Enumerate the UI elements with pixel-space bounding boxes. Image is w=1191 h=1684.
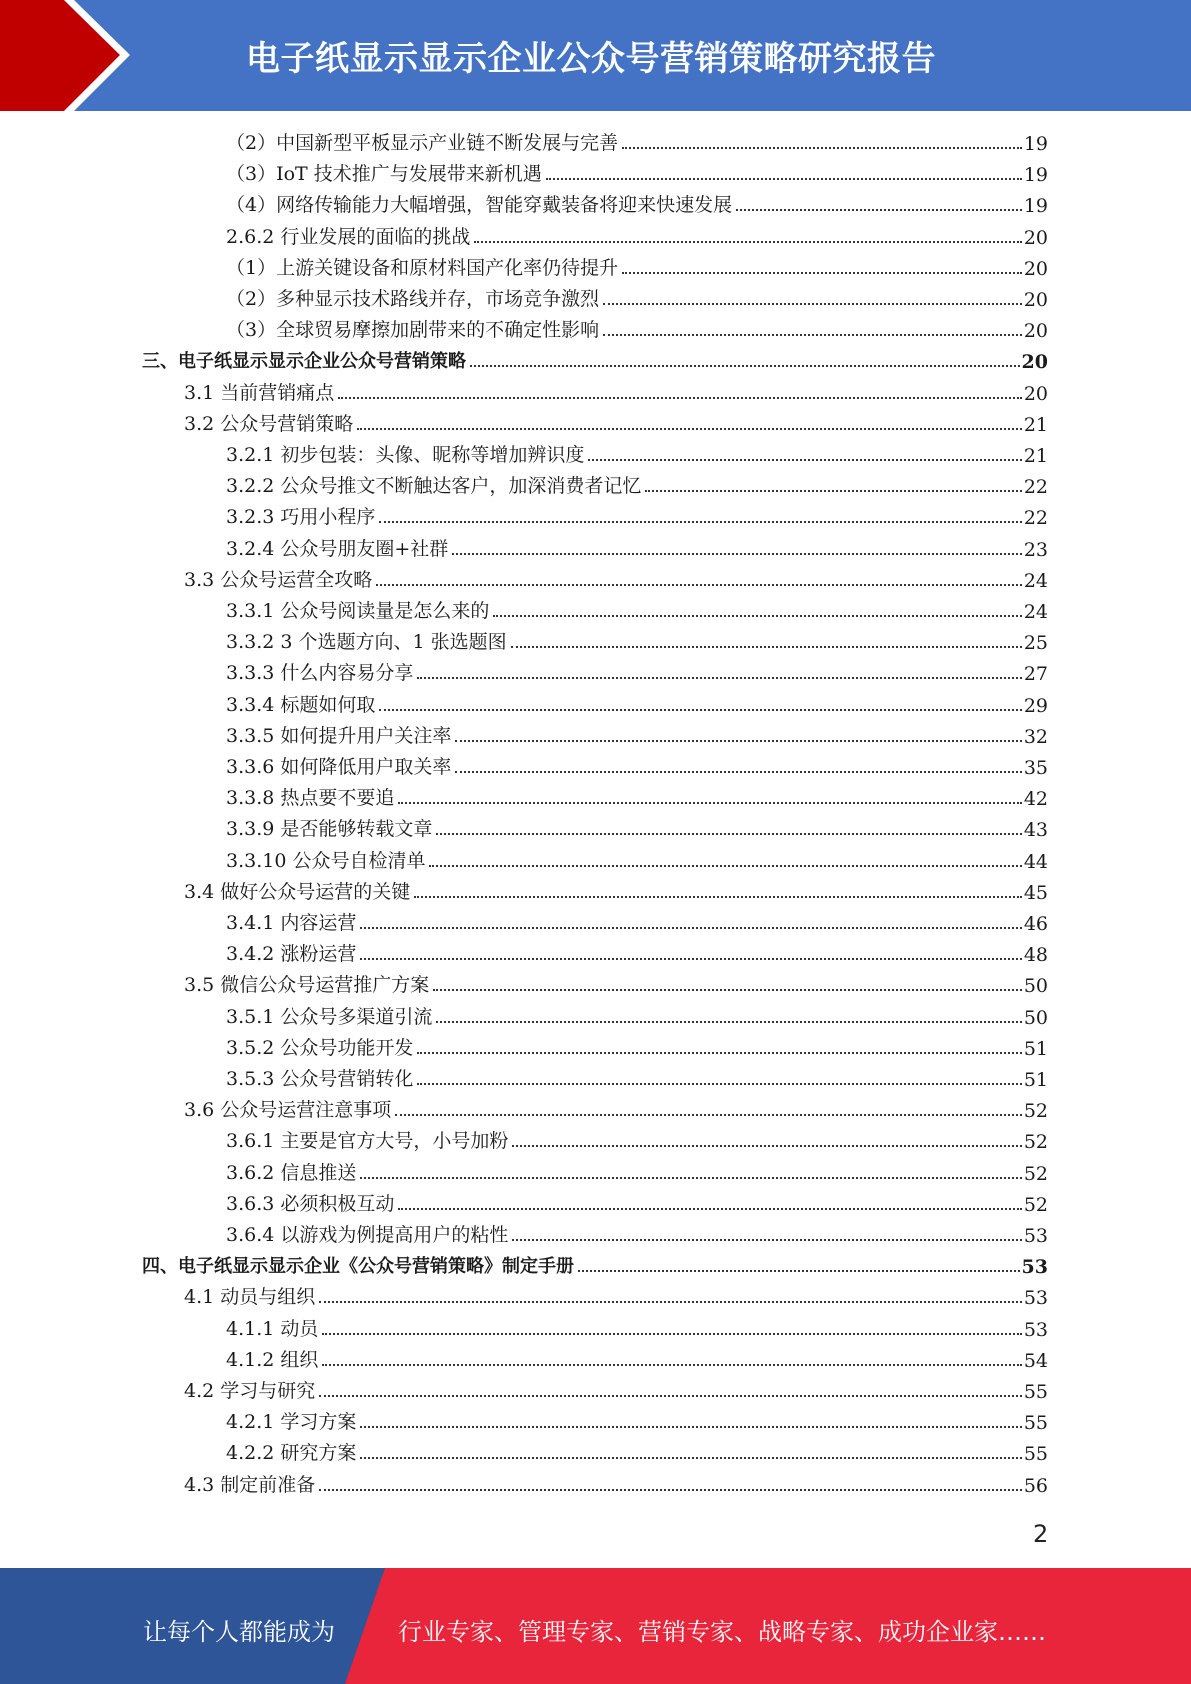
toc-entry-title: 3.6.3 必须积极互动 [226,1192,395,1215]
toc-entry-page: 44 [1023,850,1048,873]
toc-entry-title: 3.3.5 如何提升用户关注率 [226,724,452,747]
page-number: 2 [1033,1520,1049,1548]
toc-entry-title: 3.5 微信公众号运营推广方案 [184,974,430,997]
toc-entry-title: 4.3 制定前准备 [184,1473,316,1496]
toc-entry-title: （4）网络传输能力大幅增强，智能穿戴装备将迎来快速发展 [226,194,733,217]
toc-entry[interactable] [226,907,1048,935]
toc-entry-title: 3.3 公众号运营全攻略 [184,568,373,591]
toc-entry-page: 53 [1021,1256,1048,1279]
toc-entry[interactable] [226,189,1048,217]
toc-entry-page: 53 [1023,1287,1048,1310]
toc-entry-page: 19 [1023,195,1048,218]
toc-entry-title: 3.6.1 主要是官方大号，小号加粉 [226,1130,509,1153]
toc-dot-leader [433,989,1022,991]
toc-entry-title: 3.2.3 巧用小程序 [226,506,376,529]
toc-entry-title: 3.6.2 信息推送 [226,1161,357,1184]
toc-entry-title: 3.3.2 3 个选题方向、1 张选题图 [226,631,507,654]
toc-entry-page: 21 [1023,445,1048,467]
toc-entry[interactable] [226,813,1048,841]
toc-dot-leader [319,1395,1022,1397]
toc-entry[interactable] [184,1281,1048,1309]
toc-dot-leader [429,865,1021,867]
toc-entry-page: 52 [1023,1193,1048,1216]
toc-entry[interactable] [184,564,1048,592]
toc-entry[interactable] [184,1375,1048,1403]
toc-entry-title: 3.3.10 公众号自检清单 [226,849,426,872]
toc-entry-page: 20 [1023,289,1048,311]
toc-entry-title: 4.1 动员与组织 [184,1286,316,1309]
toc-entry-title: 3.2.2 公众号推文不断触达客户，加深消费者记忆 [226,475,642,498]
toc-entry-title: 4.1.2 组织 [226,1348,319,1371]
toc-entry-page: 42 [1023,788,1048,811]
toc-dot-leader [493,615,1021,617]
toc-dot-leader [603,303,1022,305]
toc-dot-leader [470,365,1020,367]
toc-entry-page: 50 [1023,975,1048,998]
toc-dot-leader [395,1114,1022,1116]
toc-entry[interactable] [226,127,1048,155]
toc-entry[interactable] [226,595,1048,623]
toc-entry-page: 53 [1023,1225,1048,1247]
toc-dot-leader [398,1208,1021,1210]
toc-dot-leader [645,490,1021,492]
toc-entry-title: 3.3.3 什么内容易分享 [226,662,414,685]
toc-entry-title: 3.5.1 公众号多渠道引流 [226,1005,433,1028]
toc-entry[interactable] [226,1406,1048,1434]
toc-entry-page: 19 [1023,164,1048,187]
toc-dot-leader [357,428,1022,430]
toc-dot-leader [379,709,1021,711]
toc-entry-title: 4.2.2 研究方案 [226,1442,357,1465]
footer-banner [0,1568,1191,1684]
toc-entry[interactable] [226,221,1048,249]
toc-dot-leader [417,1083,1021,1085]
toc-dot-leader [376,584,1022,586]
toc-entry[interactable] [184,408,1048,436]
toc-entry-title: 3.4.2 涨粉运营 [226,943,357,966]
toc-entry-page: 20 [1023,257,1048,280]
toc-entry-page: 50 [1023,1006,1048,1029]
toc-dot-leader [474,241,1021,243]
toc-entry-title: 3.2 公众号营销策略 [184,412,354,435]
toc-entry-title: 3.3.1 公众号阅读量是怎么来的 [226,600,490,622]
toc-dot-leader [360,958,1021,960]
toc-dot-leader [414,896,1022,898]
toc-entry-page: 24 [1023,601,1048,623]
toc-dot-leader [546,178,1022,180]
toc-entry-title: 3.2.4 公众号朋友圈+社群 [226,537,449,560]
toc-entry[interactable] [226,689,1048,717]
toc-entry-page: 52 [1023,1162,1048,1185]
toc-dot-leader [417,677,1021,679]
toc-entry[interactable] [226,283,1048,311]
toc-entry[interactable] [226,470,1048,498]
toc-dot-leader [588,459,1021,461]
toc-entry[interactable] [226,1188,1048,1216]
toc-entry[interactable] [226,533,1048,561]
toc-entry[interactable] [184,969,1048,997]
toc-entry-title: 3.3.8 热点要不要追 [226,787,395,810]
toc-entry[interactable] [226,845,1048,873]
header-banner [0,0,1191,111]
toc-entry[interactable] [226,657,1048,685]
toc-entry[interactable] [226,158,1048,186]
footer-slogan-left: 让每个人都能成为 [143,1618,335,1646]
toc-entry[interactable] [184,1469,1048,1497]
toc-entry-page: 45 [1023,881,1048,904]
toc-entry-title: （3）全球贸易摩擦加剧带来的不确定性影响 [226,319,600,342]
toc-entry-title: 3.4.1 内容运营 [226,912,357,934]
toc-dot-leader [379,521,1021,523]
toc-entry-title: （3）IoT 技术推广与发展带来新机遇 [226,163,542,186]
toc-entry[interactable] [184,876,1048,904]
toc-entry-page: 55 [1023,1412,1048,1435]
toc-entry-page: 27 [1023,663,1048,686]
toc-entry[interactable] [226,501,1048,529]
toc-entry-title: 3.4 做好公众号运营的关键 [184,880,411,903]
toc-entry-page: 20 [1023,226,1048,249]
toc-dot-leader [436,833,1021,835]
toc-entry-page: 48 [1023,944,1048,967]
document-title: 电子纸显示显示企业公众号营销策略研究报告 [246,39,936,79]
toc-entry-title: 三、电子纸显示显示企业公众号营销策略 [142,351,466,373]
toc-entry-page: 25 [1023,632,1048,655]
footer-slogan-right: 行业专家、管理专家、营销专家、战略专家、成功企业家…… [398,1618,1046,1646]
toc-entry[interactable] [142,345,1048,373]
toc-entry-title: （2）中国新型平板显示产业链不断发展与完善 [226,132,619,154]
toc-entry-page: 55 [1023,1381,1048,1403]
toc-entry-title: 4.2 学习与研究 [184,1380,316,1402]
toc-entry[interactable] [226,782,1048,810]
toc-entry-page: 54 [1023,1349,1048,1372]
toc-entry[interactable] [142,1250,1048,1278]
toc-entry[interactable] [226,1344,1048,1372]
toc-entry-page: 29 [1023,694,1048,717]
toc-entry[interactable] [226,439,1048,467]
toc-dot-leader [360,1177,1021,1179]
toc-entry-page: 23 [1023,538,1048,561]
toc-entry-page: 46 [1023,913,1048,935]
toc-entry-title: 3.3.9 是否能够转载文章 [226,818,433,841]
toc-entry-title: 3.5.2 公众号功能开发 [226,1036,414,1059]
toc-dot-leader [319,1301,1022,1303]
toc-dot-leader [452,553,1022,555]
toc-entry-page: 20 [1023,320,1048,343]
toc-entry-title: 3.3.6 如何降低用户取关率 [226,756,452,778]
toc-entry[interactable] [226,938,1048,966]
toc-dot-leader [622,147,1022,149]
toc-entry-page: 53 [1023,1318,1048,1341]
toc-entry-title: 4.2.1 学习方案 [226,1411,357,1434]
toc-entry-title: 3.1 当前营销痛点 [184,381,335,404]
toc-dot-leader [736,209,1022,211]
toc-dot-leader [322,1333,1021,1335]
toc-dot-leader [436,1021,1021,1023]
toc-entry[interactable] [226,720,1048,748]
toc-entry-page: 20 [1023,382,1048,405]
toc-dot-leader [338,397,1022,399]
toc-entry[interactable] [226,1313,1048,1341]
toc-entry-page: 32 [1023,725,1048,748]
toc-entry-title: （1）上游关键设备和原材料国产化率仍待提升 [226,256,619,279]
toc-entry[interactable] [184,1094,1048,1122]
toc-dot-leader [603,334,1022,336]
toc-entry-title: 3.3.4 标题如何取 [226,693,376,716]
toc-entry[interactable] [226,252,1048,280]
toc-dot-leader [360,927,1021,929]
toc-entry-page: 51 [1023,1037,1048,1060]
toc-entry-page: 24 [1023,569,1048,592]
toc-entry[interactable] [226,1063,1048,1091]
toc-entry[interactable] [226,314,1048,342]
toc-entry-page: 20 [1021,351,1048,374]
toc-dot-leader [455,740,1021,742]
toc-entry-page: 52 [1023,1100,1048,1123]
toc-entry-title: 3.5.3 公众号营销转化 [226,1068,414,1090]
toc-dot-leader [622,272,1022,274]
toc-entry-page: 19 [1023,133,1048,155]
toc-entry-title: 3.6 公众号运营注意事项 [184,1099,392,1122]
toc-entry-page: 55 [1023,1443,1048,1466]
toc-dot-leader [319,1489,1022,1491]
toc-dot-leader [322,1364,1021,1366]
toc-entry[interactable] [226,626,1048,654]
toc-dot-leader [360,1426,1021,1428]
toc-entry-page: 22 [1023,476,1048,499]
toc-entry-title: 3.2.1 初步包装：头像、昵称等增加辨识度 [226,444,585,466]
toc-entry-page: 52 [1023,1131,1048,1154]
toc-entry-page: 56 [1023,1474,1048,1497]
toc-entry-title: 3.6.4 以游戏为例提高用户的粘性 [226,1224,509,1246]
toc-dot-leader [455,771,1021,773]
toc-dot-leader [511,646,1022,648]
toc-entry[interactable] [226,1157,1048,1185]
toc-entry-page: 51 [1023,1069,1048,1091]
toc-entry-page: 22 [1023,507,1048,530]
toc-entry[interactable] [226,1125,1048,1153]
toc-entry[interactable] [184,377,1048,405]
toc-dot-leader [417,1052,1021,1054]
toc-entry-page: 21 [1023,413,1048,436]
toc-entry[interactable] [226,751,1048,779]
toc-dot-leader [578,1270,1020,1272]
toc-dot-leader [360,1457,1021,1459]
toc-dot-leader [512,1145,1021,1147]
toc-entry-title: 2.6.2 行业发展的面临的挑战 [226,225,471,248]
toc-dot-leader [398,802,1021,804]
toc-entry[interactable] [226,1219,1048,1247]
toc-entry[interactable] [226,1032,1048,1060]
toc-entry-title: （2）多种显示技术路线并存，市场竞争激烈 [226,288,600,310]
toc-entry-title: 四、电子纸显示显示企业《公众号营销策略》制定手册 [142,1256,574,1278]
toc-entry[interactable] [226,1437,1048,1465]
toc-entry[interactable] [226,1001,1048,1029]
toc-entry-page: 35 [1023,757,1048,779]
toc-dot-leader [512,1239,1021,1241]
toc-entry-title: 4.1.1 动员 [226,1317,319,1340]
toc-entry-page: 43 [1023,819,1048,842]
